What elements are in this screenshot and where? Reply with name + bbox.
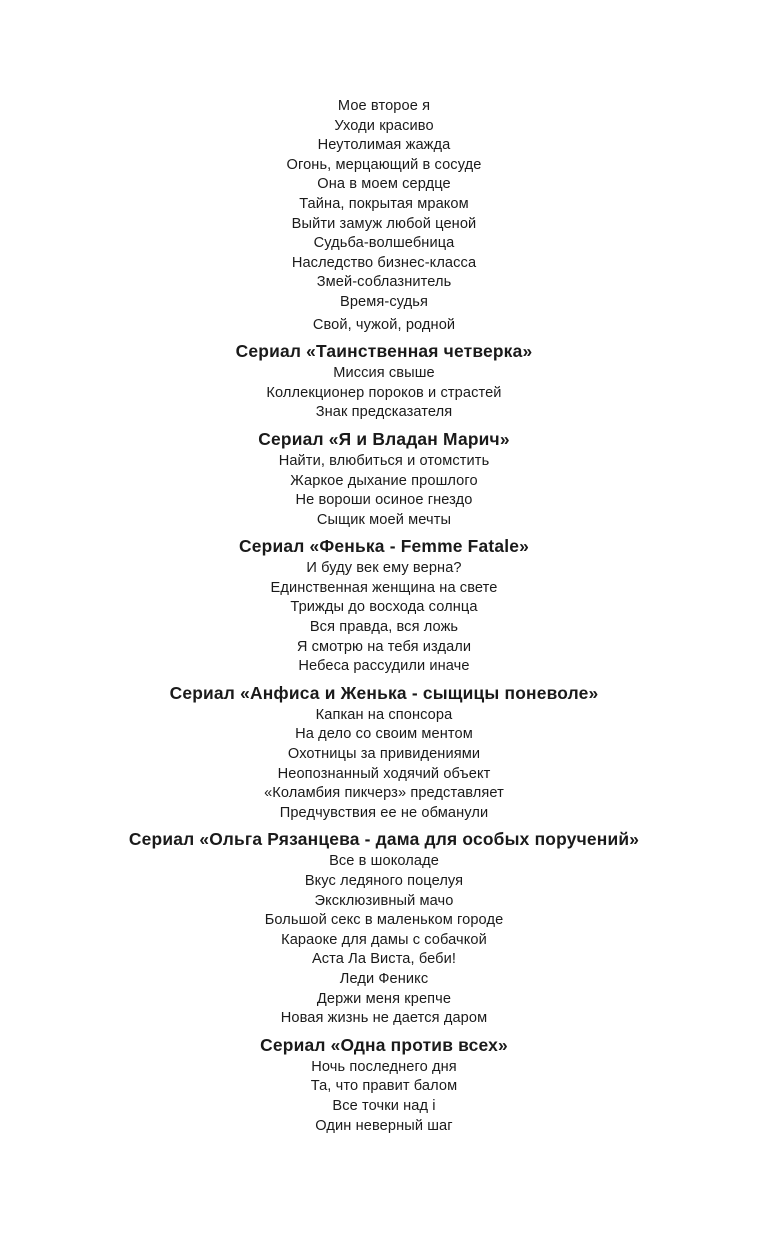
book-title: Вкус ледяного поцелуя [304, 873, 464, 889]
book-title: Один неверный шаг [315, 1117, 453, 1134]
book-title: Сыщик моей мечты [316, 511, 452, 528]
book-title: И буду век ему верна? [306, 560, 462, 577]
book-title: Наследство бизнес-класса [291, 254, 477, 271]
book-title: Огонь, мерцающий в сосуде [286, 156, 482, 173]
book-title: Миссия свыше [333, 365, 435, 382]
book-title: Я смотрю на тебя издали [296, 638, 472, 655]
book-title: Тайна, покрытая мраком [299, 195, 469, 212]
book-title: Выйти замуж любой ценой [291, 215, 477, 232]
book-title: Вся правда, вся ложь [309, 619, 459, 636]
series-block-olga-ryazantseva [0, 828, 768, 1028]
book-title: Единственная женщина на свете [270, 579, 498, 596]
book-title: Караоке для дамы с собачкой [281, 931, 487, 948]
book-title: Найти, влюбиться и отомстить [278, 452, 490, 469]
book-title: Коллекционер пороков и страстей [266, 384, 502, 401]
book-title: Ночь последнего дня [311, 1058, 457, 1075]
book-title: Капкан на спонсора [315, 706, 453, 723]
book-title: Все в шоколаде [329, 853, 439, 870]
series-heading: Сериал «Анфиса и Женька - сыщицы поневоле» [169, 682, 599, 703]
book-title: Та, что правит балом [310, 1078, 458, 1095]
book-title: Держи меня крепче [316, 990, 452, 1007]
series-block-anfisa-zhenka [0, 682, 768, 824]
series-heading: Сериал «Фенька - Femme Fatale» [239, 536, 529, 557]
book-title: Свой, чужой, родной [312, 316, 456, 333]
book-title: Охотницы за привидениями [287, 746, 481, 763]
book-title: Предчувствия ее не обманули [279, 804, 489, 821]
book-title: Новая жизнь не дается даром [280, 1010, 488, 1027]
book-title: На дело со своим ментом [295, 726, 473, 743]
book-title: Уходи красиво [334, 117, 434, 134]
book-title: Не вороши осиное гнездо [295, 492, 473, 509]
book-title: Небеса рассудили иначе [298, 658, 470, 675]
book-title: Судьба-волшебница [313, 235, 455, 252]
intro-title-list [0, 97, 768, 335]
series-heading: Сериал «Таинственная четверка» [235, 341, 533, 362]
book-title: Аста Ла Виста, беби! [311, 951, 457, 968]
book-title: Мое второе я [337, 98, 431, 114]
book-title: Леди Феникс [339, 970, 429, 987]
book-list-page [0, 97, 768, 1136]
book-title: Змей-соблазнитель [316, 274, 452, 291]
book-title: «Коламбия пикчерз» представляет [264, 785, 504, 802]
series-block-mysterious-four [0, 340, 768, 423]
series-heading: Сериал «Ольга Рязанцева - дама для особых поручений» [128, 829, 640, 850]
book-title: Трижды до восхода солнца [290, 599, 478, 616]
book-title: Знак предсказателя [315, 404, 453, 421]
series-heading: Сериал «Одна против всех» [260, 1034, 508, 1055]
book-title: Большой секс в маленьком городе [264, 912, 504, 929]
series-block-vladan-marich [0, 428, 768, 530]
book-title: Неутолимая жажда [317, 137, 451, 154]
book-title: Все точки над i [332, 1097, 436, 1114]
book-title: Эксклюзивный мачо [314, 892, 454, 909]
book-title: Она в моем сердце [317, 176, 451, 193]
series-block-one-against-all [0, 1034, 768, 1136]
series-heading: Сериал «Я и Владан Марич» [258, 428, 510, 449]
book-title: Неопознанный ходячий объект [277, 765, 491, 782]
book-title: Время-судья [340, 293, 428, 310]
series-block-fenka [0, 535, 768, 677]
book-title: Жаркое дыхание прошлого [290, 472, 478, 489]
